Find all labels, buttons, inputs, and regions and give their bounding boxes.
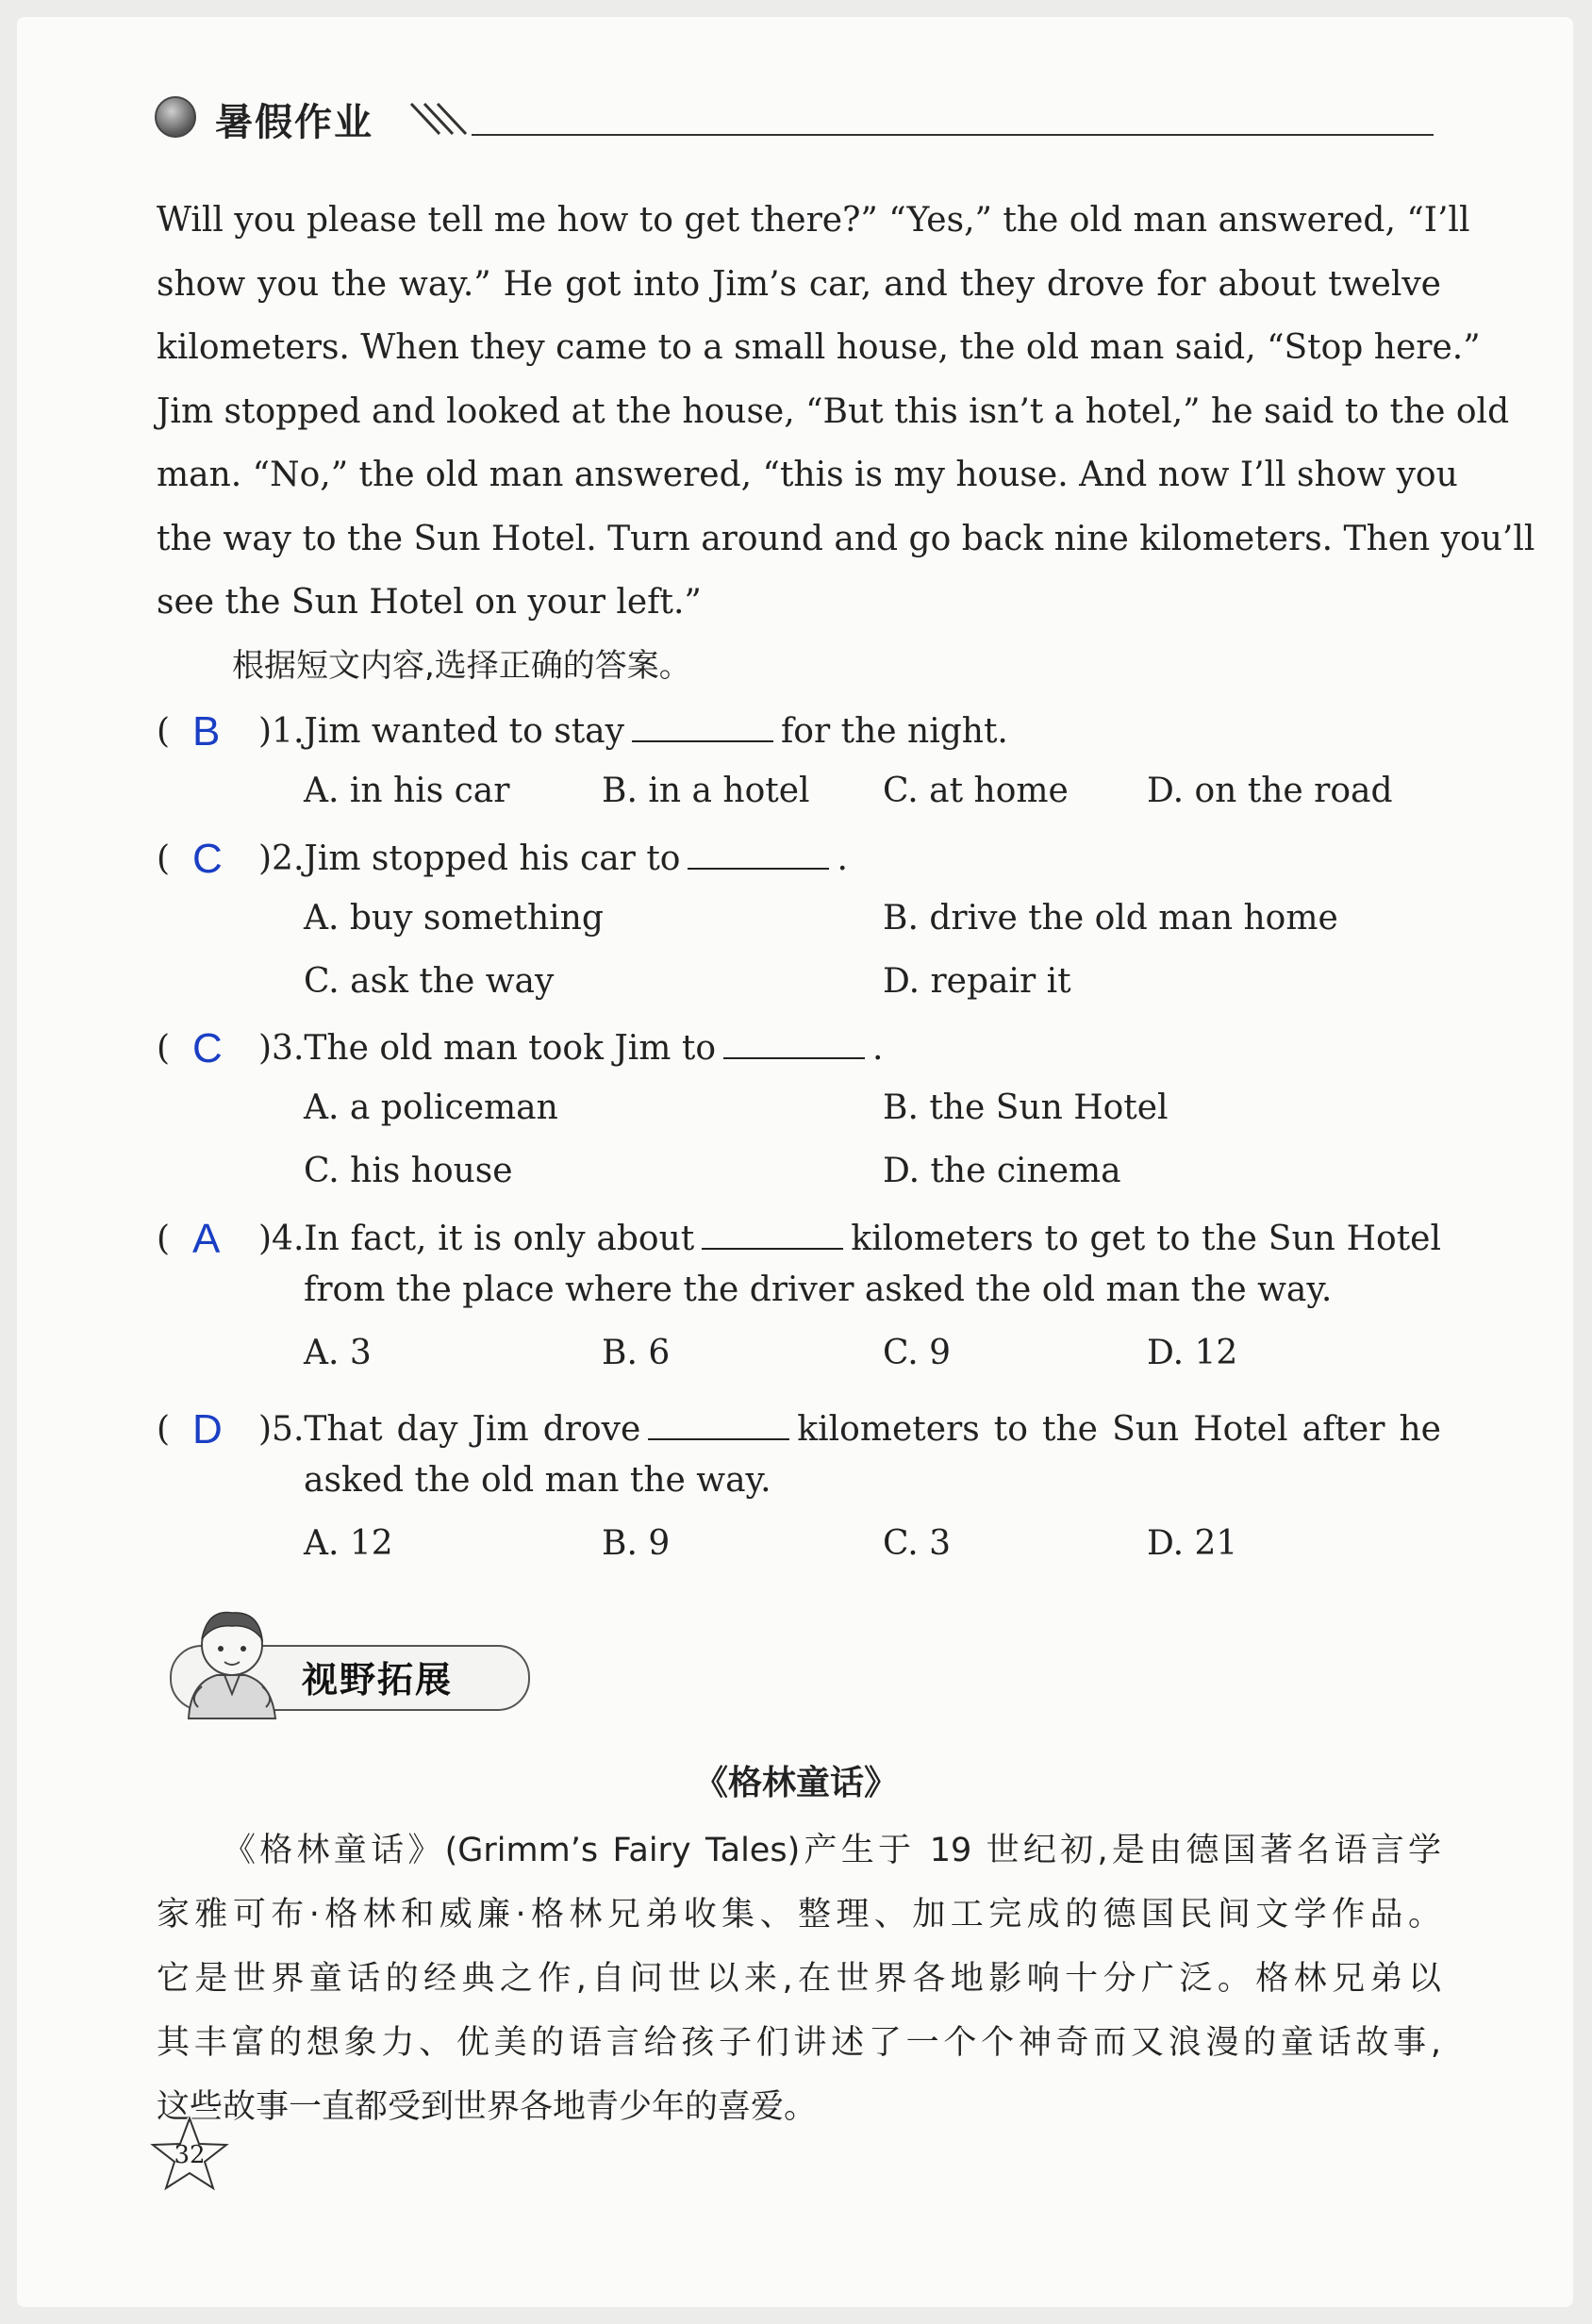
option: D. repair it (883, 962, 1071, 1001)
question-4 (157, 1207, 1441, 1396)
question-continuation: from the place where the driver asked the old man the way. (304, 1270, 1333, 1309)
passage-line: Will you please tell me how to get there?” “Yes,” the old man answered, “I’ll (157, 201, 1470, 240)
option: D. the cinema (883, 1152, 1121, 1190)
question-text: In fact, it is only about (304, 1220, 695, 1258)
question-text: . (837, 839, 848, 878)
circle-bullet-icon (155, 96, 196, 138)
option: B. 9 (602, 1524, 671, 1563)
question-text: That day Jim drove (304, 1410, 641, 1449)
answer-mark: C (192, 1025, 223, 1071)
option: C. his house (304, 1152, 513, 1190)
question-number: )4. (258, 1220, 305, 1258)
answer-mark: A (192, 1216, 221, 1262)
option: C. ask the way (304, 962, 555, 1001)
article-line: 家雅可布·格林和威廉·格林兄弟收集、整理、加工完成的德国民间文学作品。 (157, 1896, 1441, 1934)
page-header (151, 83, 1443, 149)
answer-blank (632, 712, 773, 742)
option: A. buy something (304, 899, 604, 938)
option: C. 9 (883, 1334, 952, 1372)
option: A. 3 (304, 1334, 372, 1372)
reading-passage (157, 189, 1535, 635)
paren-open: ( (157, 1220, 171, 1258)
question-text: for the night. (780, 712, 1008, 751)
paren-open: ( (157, 1029, 171, 1068)
question-text: kilometers to the Sun Hotel after he (797, 1410, 1441, 1449)
option: A. in his car (304, 772, 510, 810)
question-number: )2. (258, 839, 305, 878)
article-line: 《格林童话》(Grimm’s Fairy Tales)产生于 19 世纪初,是由德国著名语言学 (223, 1832, 1441, 1869)
instruction: 根据短文内容,选择正确的答案。 (232, 647, 691, 685)
question-text: Jim stopped his car to (304, 839, 681, 878)
paren-open: ( (157, 839, 171, 878)
article-line: 它是世界童话的经典之作,自问世以来,在世界各地影响十分广泛。格林兄弟以 (157, 1960, 1441, 1998)
answer-blank (648, 1410, 789, 1440)
article-line: 其丰富的想象力、优美的语言给孩子们讲述了一个个神奇而又浪漫的童话故事, (157, 2024, 1441, 2062)
passage-line: the way to the Sun Hotel. Turn around and go back nine kilometers. Then you’ll (157, 519, 1535, 558)
banner-label: 视野拓展 (302, 1659, 454, 1701)
option: B. drive the old man home (883, 899, 1338, 938)
option: D. 21 (1147, 1524, 1238, 1563)
question-3 (157, 1017, 1441, 1205)
option: C. 3 (883, 1524, 952, 1563)
passage-line: man. “No,” the old man answered, “this is my house. And now I’ll show you (157, 456, 1458, 494)
passage-line: show you the way.” He got into Jim’s car, and they drove for about twelve (157, 264, 1441, 304)
question-text: kilometers to get to the Sun Hotel (851, 1220, 1442, 1258)
question-text: . (872, 1029, 884, 1068)
question-continuation: asked the old man the way. (304, 1461, 771, 1500)
answer-blank (723, 1029, 865, 1059)
slash-lines-icon (407, 100, 473, 138)
option: A. 12 (304, 1524, 393, 1563)
article-body (157, 1818, 1441, 2139)
question-number: )1. (258, 712, 305, 751)
option: D. 12 (1147, 1334, 1238, 1372)
passage-line: kilometers. When they came to a small house, the old man said, “Stop here.” (157, 328, 1481, 367)
question-text: Jim wanted to stay (304, 712, 624, 751)
option: A. a policeman (304, 1088, 558, 1127)
question-5 (157, 1398, 1441, 1586)
option: B. in a hotel (602, 772, 810, 810)
option: C. at home (883, 772, 1069, 810)
article-line: 这些故事一直都受到世界各地青少年的喜爱。 (157, 2088, 818, 2126)
paren-open: ( (157, 712, 171, 751)
article-title: 《格林童话》 (693, 1764, 898, 1802)
answer-blank (702, 1220, 843, 1250)
option: D. on the road (1147, 772, 1393, 810)
question-1 (157, 700, 1441, 832)
question-text: The old man took Jim to (304, 1029, 716, 1068)
passage-line: Jim stopped and looked at the house, “But this isn’t a hotel,” he said to the old (157, 391, 1510, 431)
question-number: )3. (258, 1029, 305, 1068)
answer-blank (688, 839, 829, 870)
paren-open: ( (157, 1410, 171, 1449)
answer-mark: D (192, 1406, 223, 1452)
boy-cartoon-icon (170, 1596, 292, 1724)
header-rule (472, 134, 1434, 136)
page-number: 32 (174, 2141, 206, 2169)
passage-line: see the Sun Hotel on your left.” (157, 583, 702, 622)
answer-mark: C (192, 836, 223, 882)
option: B. the Sun Hotel (883, 1088, 1169, 1127)
question-number: )5. (258, 1410, 305, 1449)
header-title: 暑假作业 (215, 101, 373, 144)
question-2 (157, 827, 1441, 1016)
section-banner (151, 1596, 547, 1724)
option: B. 6 (602, 1334, 671, 1372)
answer-mark: B (192, 708, 221, 755)
page-number-badge (147, 2113, 232, 2198)
